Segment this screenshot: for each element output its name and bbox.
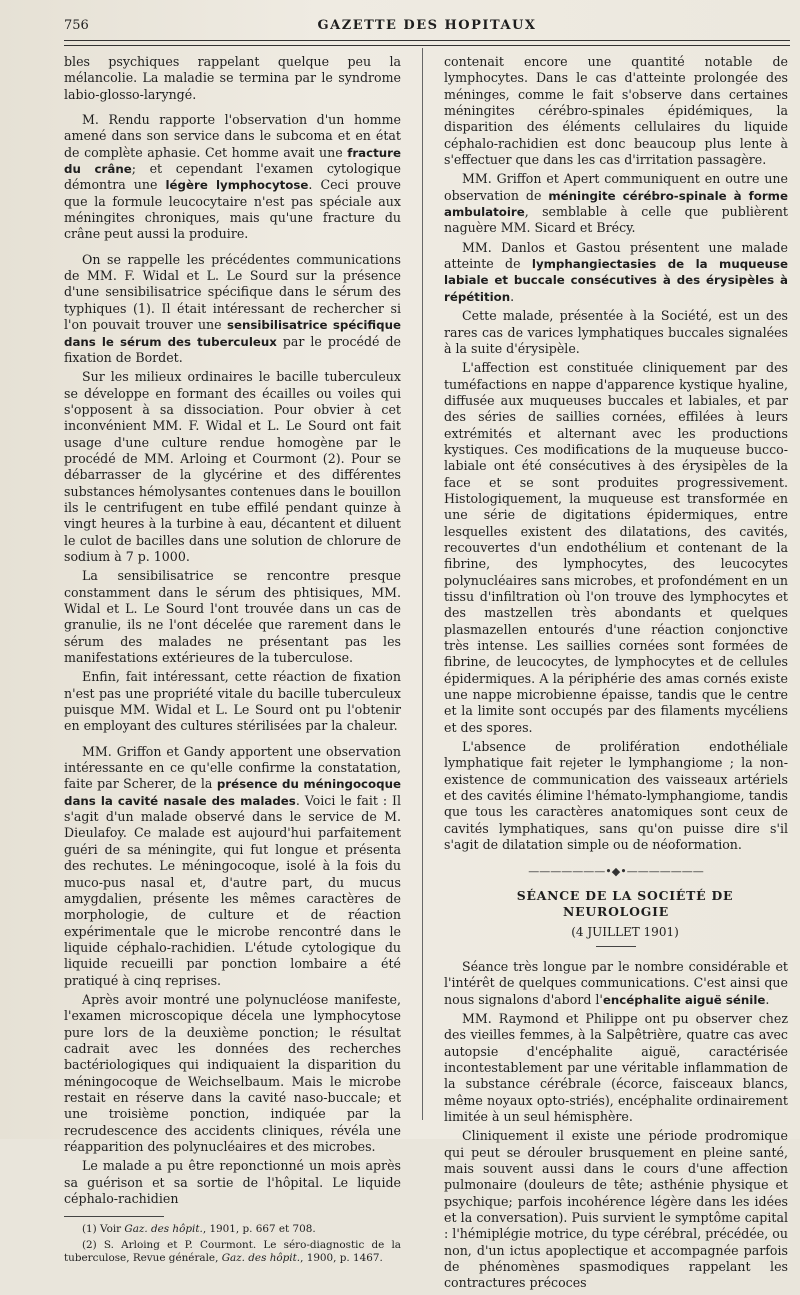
text-run: MM. Griffon et Apert communiquent en outre une observation de: [444, 171, 788, 203]
text-run: ; et cependant l'examen cytologique démontra une: [64, 161, 401, 193]
text-run: , 1901, p. 667 et 708.: [202, 1223, 316, 1236]
text-run: .: [765, 991, 770, 1007]
paragraph: Cliniquement il existe une période prodromique qui peut se dérouler brusquement en pleine santé, mais souvent aussi dans le cours d'une affection pulmonaire (douleurs de tête; asthénie physique et psychique; parfois incohérence légère dans les idées et la conversation). Puis survient le symptôme capital : l'hémiplégie motrice, du type cérébral, précédée, ou non, d'un ictus apoplectique et accompagnée parfois de phénomènes spasmodiques rappelant les contractures précoces: [444, 1128, 788, 1291]
text-run: , 1900, p. 1467.: [300, 1252, 383, 1265]
text-run: . Voici le fait : Il s'agit d'un malade observé dans le service de M. Dieulafoy. Ce malade est aujourd'hui parfaitement guéri de sa méningite, qui fut longue et présenta des rechutes. Le méningocoque, isolé à la fois du muco-pus nasal et, d'autre part, du mucus amygdalien, présente les mêmes caractères de morphologie, de culture et de réaction expérimentale que le microbe rencontré dans le liquide céphalo-rachidien. L'étude cytologique du liquide recueilli par ponction lombaire a été pratiqué à cinq reprises.: [64, 792, 401, 988]
paragraph: L'affection est constituée cliniquement par des tuméfactions en nappe d'apparence kystique hyaline, diffusée aux muqueuses buccales et labiales, et par des séries de saillies cornées, effilées à leurs extrémités et alternant avec les productions kystiques. Ces modifications de la muqueuse bucco-labiale ont été consécutives à des érysipèles de la face et se sont produites progressivement. Histologiquement, la muqueuse est transformée en une série de digitations épidermiques, entre lesquelles existent des dilatations, des cavités, recouvertes d'un endothélium et contenant de la fibrine, des lymphocytes, des leucocytes polynucléaires sans microbes, et profondément en un tissu d'infiltration où l'on trouve des lymphocytes et des mastzellen très abondants et quelques plasmazellen entourés d'une réaction conjonctive très intense. Les saillies cornées sont formées de fibrine, de leucocytes, de lymphocytes et de cellules épidermiques. A la périphérie des amas cornés existe une nappe microbienne épaisse, tandis que le centre et la limite sont occupés par des filaments mycéliens et des spores.: [444, 360, 788, 735]
header-rule: [64, 40, 790, 46]
bold-term: légère lymphocytose: [165, 178, 309, 193]
italic-ref: Gaz. des hôpit.: [221, 1252, 301, 1265]
text-run: par le procédé de fixation de Bordet.: [64, 333, 401, 365]
text-run: MM. Danlos et Gastou présentent une malade atteinte de: [444, 239, 788, 272]
paragraph: Enfin, fait intéressant, cette réaction de fixation n'est pas une propriété vitale du bacille tuberculeux puisque MM. Widal et L. Le Sourd ont pu l'obtenir en employant des cultures stérilisées par la chaleur.: [64, 669, 401, 734]
column-separator: [422, 48, 423, 1120]
ornamental-divider: ———————•◆•———————: [528, 864, 704, 878]
paragraph: Le malade a pu être reponctionné un mois après sa guérison et sa sortie de l'hôpital. Le liquide céphalo-rachidien: [64, 1158, 401, 1207]
text-run: Séance très longue par le nombre considérable et l'intérêt de quelques communications. C'est ainsi que nous signalons d'abord l': [444, 958, 788, 1007]
text-run: MM. Griffon et Gandy apportent une observation intéressante en ce qu'elle confirme la constatation, faite par Scherer, de la: [64, 743, 401, 792]
bold-term: lymphangiectasies de la muqueuse labiale et buccale consécutives à des érysipèles à répétition: [444, 257, 788, 304]
paragraph: Après avoir montré une polynucléose manifeste, l'examen microscopique décela une lymphocytose pure lors de la deuxième ponction; le résultat cadrait avec les données des recherches bactériologiques qui indiquaient la disparition du méningocoque de Weichselbaum. Mais le microbe restait en réserve dans la cavité naso-buccale; et une troisième ponction, indiquée par la recrudescence des accidents cliniques, révéla une réapparition des polynucléaires et des microbes.: [64, 991, 401, 1154]
bold-term: présence du méningocoque dans la cavité nasale des malades: [64, 777, 402, 808]
paragraph: Cette malade, présentée à la Société, est un des rares cas de varices lymphatiques buccales signalées à la suite d'érysipèle.: [444, 308, 788, 356]
footnote-1: [64, 1223, 401, 1236]
paragraph: MM. Raymond et Philippe ont pu observer chez des vieilles femmes, à la Salpêtrière, quatre cas avec autopsie d'encéphalite aiguë, caractérisée incontestablement par une véritable inflammation de la substance cérébrale (écorce, faisceaux blancs, même noyaux opto-striés), encéphalite ordinairement limitée à un seul hémisphère.: [444, 1010, 788, 1124]
running-title: GAZETTE DES HOPITAUX: [317, 18, 537, 33]
section-date: (4 JUILLET 1901): [571, 924, 679, 939]
text-run: . Ceci prouve que la formule leucocytaire n'est pas spéciale aux méningites chroniques, mais qu'une fracture du crâne peut aussi la produire.: [64, 177, 402, 242]
paragraph: La sensibilisatrice se rencontre presque constamment dans le sérum des phtisiques, MM. Widal et L. Le Sourd l'ont trouvée dans un cas de granulie, ils ne l'ont décelée que rarement dans le sérum des malades ne présentant pas les manifestations extérieures de la tuberculose.: [64, 568, 401, 666]
bold-term: méningite cérébro-spinale à forme ambulatoire: [444, 188, 788, 220]
text-run: , semblable à celle que publièrent naguère MM. Sicard et Brécy.: [444, 204, 788, 236]
paragraph-seance: [444, 959, 788, 1008]
paragraph-apert: [444, 171, 788, 236]
page-number: 756: [64, 18, 89, 33]
bold-term: fracture du crâne: [64, 145, 401, 177]
text-run: .: [510, 288, 515, 304]
paragraph: bles psychiques rappelant quelque peu la mélancolie. La maladie se termina par le syndrome labio-glosso-laryngé.: [64, 54, 401, 102]
paragraph-griffon: [64, 744, 401, 989]
footnote-rule: [64, 1216, 164, 1217]
text-run: M. Rendu rapporte l'observation d'un homme amené dans son service dans le subcoma et en état de complète aphasie. Cet homme avait une: [64, 112, 401, 160]
paragraph: Sur les milieux ordinaires le bacille tuberculeux se développe en formant des écailles ou voiles qui s'opposent à sa dissociation. Pour obvier à cet inconvénient MM. F. Widal et L. Le Sourd ont fait usage d'une culture rendue homogène par le procédé de MM. Arloing et Courmont (2). Pour se débarrasser de la glycérine et des différentes substances hémolysantes contenues dans le bouillon ils le centrifugent en tube effilé pendant quinze à vingt heures à la turbine à eau, décantent et diluent le culot de bacilles dans une solution de chlorure de sodium à 7 p. 1000.: [64, 369, 401, 564]
paragraph-widal: [64, 252, 401, 366]
text-run: (1) Voir: [82, 1223, 125, 1236]
paragraph: L'absence de prolifération endothéliale lymphatique fait rejeter le lymphangiome ; la non-existence de communication des vaisseaux artériels et des cavités élimine l'hémato-lymphangiome, tandis que tous les caractères anatomiques sont ceux de cavités lymphatiques, sans qu'on puisse dire s'il s'agit de dilatation simple ou de néoformation.: [444, 739, 788, 853]
italic-ref: Gaz. des hôpit.: [124, 1223, 203, 1236]
paragraph-rendu: [64, 112, 401, 243]
bold-term: sensibilisatrice spécifique dans le sérum des tuberculeux: [64, 318, 401, 349]
left-column: [64, 54, 401, 1268]
footnote-2: [64, 1239, 401, 1265]
section-title: SÉANCE DE LA SOCIÉTÉ DE NEUROLOGIE: [516, 887, 734, 920]
bold-term: encéphalite aiguë sénile: [602, 992, 766, 1007]
paragraph-danlos: [444, 240, 788, 305]
page-header: [64, 16, 790, 38]
section-rule: [596, 946, 636, 947]
text-run: (2) S. Arloing et P. Courmont. Le séro-diagnostic de la tuberculose, Revue générale,: [64, 1239, 401, 1265]
right-column: [444, 54, 788, 1295]
text-run: On se rappelle les précédentes communications de MM. F. Widal et L. Le Sourd sur la présence d'une sensibilisatrice spécifique dans le sérum des typhiques (1). Il était intéressant de rechercher si l'on pouvait trouver une: [64, 251, 401, 333]
paragraph: contenait encore une quantité notable de lymphocytes. Dans le cas d'atteinte prolongée des méninges, comme le fait s'observe dans certaines méningites cérébro-spinales épidémiques, la disparition des éléments cellulaires du liquide céphalo-rachidien est donc beaucoup plus lente à s'effectuer que dans les cas d'irritation passagère.: [444, 54, 788, 168]
